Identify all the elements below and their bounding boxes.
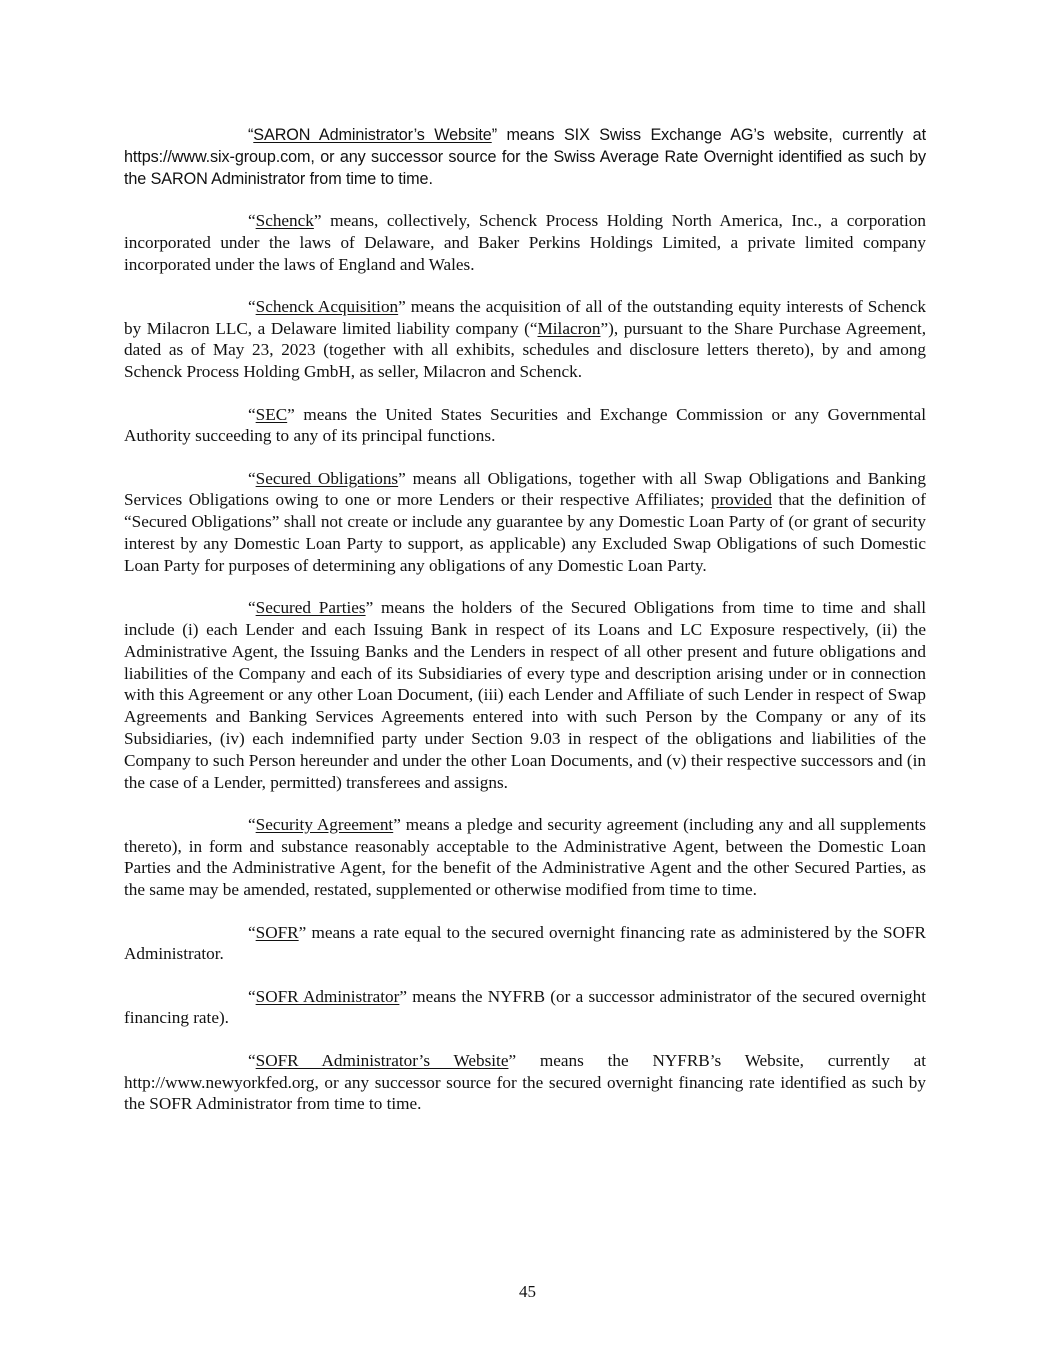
definition-security-agreement bbox=[124, 814, 926, 901]
definition-text: means, collectively, Schenck Process Holding North America, Inc., a corporation incorporated under the laws of Delaware, and Baker Perkins Holdings Limited, a private limited company incorporated under the laws of England and Wales. bbox=[124, 211, 926, 274]
definition-text: means the NYFRB (or a successor administrator of the secured overnight financing rate). bbox=[124, 986, 926, 1028]
open-quote: “ bbox=[248, 922, 256, 942]
close-quote: ” bbox=[287, 404, 295, 424]
definition-text: means the holders of the Secured Obligations from time to time and shall include (i) each Lender and each Issuing Bank in respect of its Loans and LC Exposure respectively, (ii) the Administrative Agent, the Issuing Banks and the Lenders in respect of all other present and future obligations and liabilities of the Company and each of its Subsidiaries of every type and description arising under or in connection with this Agreement or any other Loan Document, (iii) each Lender and Affiliate of such Lender in respect of Swap Agreements and Banking Services Agreements entered into with such Person by the Company or any of its Subsidiaries, (iv) each indemnified party under Section 9.03 in respect of the obligations and liabilities of the Company to such Person hereunder and under the other Loan Documents, and (v) their respective successors and (in the case of a Lender, permitted) transferees and assigns. bbox=[124, 598, 926, 792]
close-quote: ” bbox=[399, 986, 408, 1006]
close-quote: ” bbox=[298, 922, 307, 942]
definition-sofr bbox=[124, 922, 926, 966]
open-quote: “ bbox=[248, 986, 256, 1006]
definition-text: means the NYFRB’s Website, currently at http://www.newyorkfed.org, or any successor source for the secured overnight financing rate identified as such by the SOFR Administrator from time to time. bbox=[124, 1050, 927, 1114]
close-quote: ” bbox=[491, 126, 497, 144]
open-quote: “ bbox=[248, 1050, 256, 1070]
open-quote: “ bbox=[248, 598, 256, 618]
inline-defined-term: Milacron bbox=[537, 318, 601, 338]
inline-emphasis-provided: provided bbox=[710, 490, 772, 510]
open-quote: “ bbox=[248, 296, 256, 316]
definition-schenck-acquisition bbox=[124, 296, 926, 383]
definition-text: means a rate equal to the secured overnight financing rate as administered by the SOFR Administrator. bbox=[124, 922, 926, 964]
defined-term: Schenck bbox=[255, 211, 314, 230]
definition-sofr-administrator bbox=[124, 986, 926, 1030]
open-quote: “ bbox=[248, 126, 254, 144]
close-quote: ” bbox=[393, 814, 401, 834]
definition-schenck bbox=[124, 210, 926, 275]
close-quote: ” bbox=[398, 296, 406, 316]
close-quote: ” bbox=[398, 468, 406, 488]
definition-sec bbox=[124, 404, 926, 448]
open-quote: “ bbox=[248, 468, 256, 488]
defined-term: Schenck Acquisition bbox=[255, 296, 399, 316]
defined-term: Secured Obligations bbox=[255, 468, 399, 488]
open-quote: “ bbox=[248, 211, 256, 230]
open-quote: “ bbox=[248, 814, 256, 834]
definition-text-continued: that the definition of “Secured Obligations” shall not create or include any guarantee by any Domestic Loan Party of (or grant of security interest by any Domestic Loan Party to support, as applicable) any Excluded Swap Obligations of such Domestic Loan Party for purposes of determining any obligations of any Domestic Loan Party. bbox=[124, 490, 926, 575]
definition-text-continued: ”), pursuant to the Share Purchase Agreement, dated as of May 23, 2023 (together with all exhibits, schedules and disclosure letters thereto), by and among Schenck Process Holding GmbH, as seller, Milacron and Schenck. bbox=[124, 318, 926, 382]
definition-text: means a pledge and security agreement (including any and all supplements thereto), in form and substance reasonably acceptable to the Administrative Agent, between the Domestic Loan Parties and the Administrative Agent, for the benefit of the Administrative Agent and the other Secured Parties, as the same may be amended, restated, supplemented or otherwise modified from time to time. bbox=[124, 814, 926, 900]
close-quote: ” bbox=[313, 211, 322, 230]
close-quote: ” bbox=[365, 598, 374, 618]
close-quote: ” bbox=[508, 1050, 517, 1070]
definition-secured-obligations bbox=[124, 468, 926, 577]
definition-sofr-administrators-website bbox=[124, 1050, 926, 1115]
defined-term: SEC bbox=[255, 404, 288, 424]
page-number: 45 bbox=[519, 1282, 536, 1301]
open-quote: “ bbox=[248, 404, 256, 424]
defined-term: SARON Administrator’s Website bbox=[253, 126, 492, 144]
definition-text: means SIX Swiss Exchange AG’s website, currently at https://www.six-group.com, or any successor source for the Swiss Average Rate Overnight identified as such by the SARON Administrator from time to time. bbox=[124, 126, 926, 188]
definition-text: means the United States Securities and Exchange Commission or any Governmental Authority succeeding to any of its principal functions. bbox=[124, 404, 926, 446]
defined-term: Secured Parties bbox=[255, 598, 366, 618]
definition-secured-parties bbox=[124, 597, 926, 793]
document-page bbox=[124, 124, 926, 1136]
defined-term: SOFR Administrator bbox=[255, 986, 400, 1006]
definition-saron-administrators-website bbox=[124, 124, 926, 190]
defined-term: SOFR Administrator’s Website bbox=[255, 1050, 509, 1070]
defined-term: SOFR bbox=[255, 922, 299, 942]
definition-text: means all Obligations, together with all Swap Obligations and Banking Services Obligations owing to one or more Lenders or their respective Affiliates; bbox=[124, 468, 926, 510]
definition-text: means the acquisition of all of the outstanding equity interests of Schenck by Milacron LLC, a Delaware limited liability company (“ bbox=[124, 296, 926, 338]
defined-term: Security Agreement bbox=[255, 814, 394, 834]
